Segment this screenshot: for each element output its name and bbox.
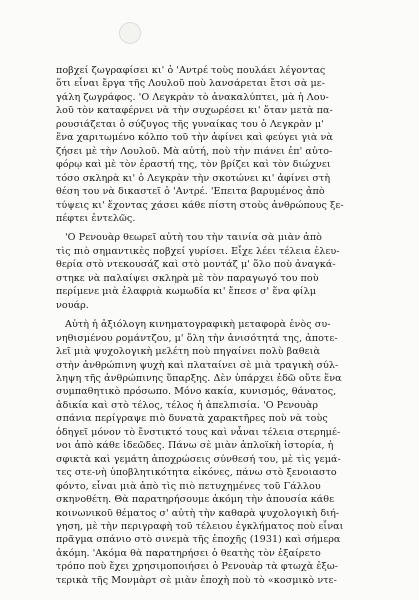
text-line: ληψη τῆς ἀνθρώπινης ὕπαρξης. Δὲν ὑπάρχει ἐδῶ οὔτε ἕνα — [56, 372, 342, 384]
paragraph-1 — [56, 64, 368, 225]
text-line: σφικτὰ καὶ γεμάτη ἀποχρώσεις σύνθεσή του, μὲ τὶς γεμά- — [56, 453, 341, 465]
text-line: ρουσιάζεται ὁ σύζυγος τῆς γυναίκας του ὁ Λεγκρὰν μ' — [56, 118, 324, 130]
paragraph-2 — [56, 231, 368, 312]
text-line: θερία στὸ ντεκουσάζ καὶ στὸ μοντάζ μ' ὅλο ποὺ ἀναγκά- — [56, 259, 336, 271]
text-line: τὶς πιὸ σημαντικὲς ποβχεί γυρίσει. Εἶχε λέει τέλεια ἐλευ- — [56, 245, 340, 257]
text-line: ὅτι εἶναι ἔργα τῆς Λουλοῦ ποὺ λανσάρεται ἔτσι σὰ με- — [56, 78, 326, 90]
text-line: κοινωνικοῦ θέματος σ' αὐτὴ τὴν καθαρὰ ψυχολογικὴ διή- — [56, 507, 340, 519]
text-line: θέση του νὰ δικαστεῖ ὁ 'Αντρέ. 'Επειτα βαρυμένος ἀπὸ — [56, 186, 325, 198]
text-line: ζήσει μὲ τὴν Λουλοῦ. Μὰ αὐτή, ποὺ τὴν πιάνει ἐπ' αὐτο- — [56, 145, 333, 157]
text-line: ἕνα χαριτωμένο κόλπο τοῦ τὴν ἀφίνει καὶ φεύγει γιὰ νὰ — [56, 132, 333, 144]
text-line: 'Ο Ρενουὰρ θεωρεῖ αὐτὴ του τὴν ταινία σὰ μιὰν ἀπὸ — [65, 232, 323, 244]
text-line: φόρῳ καὶ μὲ τὸν ἐραστή της, τὸν βρίζει καὶ τὸν διώχνει — [56, 159, 331, 171]
text-line: σκηνοθέτη. Θὰ παρατηρήσουμε ἀκόμη τὴν ἀπουσία κάθε — [56, 494, 335, 506]
text-line: τόσο σκληρὰ κι' ὁ Λεγκρὰν τὴν σκοτώνει κι' ἀφίνει στὴ — [56, 172, 331, 184]
text-line: λεῖ μιὰ ψυχολογικὴ μελέτη ποὺ πηγαίνει πολὺ βαθειὰ — [56, 346, 320, 358]
text-line: λοῦ τὸν καταφέρνει νὰ τὴν συχωρέσει κι' ὅταν μετὰ πα- — [56, 105, 333, 117]
text-line: στηκε νὰ παλαίψει σκληρὰ μὲ τὸν παραγωγό του ποὺ — [56, 272, 319, 284]
punch-hole-mark — [119, 22, 141, 44]
paragraph-3 — [56, 318, 368, 587]
text-line: γηση, μὲ τὴν περιγραφὴ τοῦ τέλειου ἐγκλήματος ποὺ εἶναι — [56, 520, 344, 532]
text-line: νηθισμένου ρομάντζου, μ' ὅλη τὴν ἀνισότητά της, ἀποτε- — [56, 332, 338, 344]
text-line: τρόπο ποὺ ἔχει χρησιμοποιήσει ὁ Ρενουὰρ τὰ φτωχὰ ἐξω- — [56, 561, 339, 573]
text-line: ἀκόμη. 'Ακόμα θὰ παρατηρήσει ὁ θεατὴς τὸν ἐξαίρετο — [56, 547, 321, 559]
text-line: γάλη ζωγράφος. 'Ο Λεγκρὰν τὸ ἀνακαλύπτει, μὰ ἡ Λου- — [56, 91, 329, 103]
text-line: πρᾶγμα σπάνιο στὸ σινεμὰ τῆς ἐποχῆς (1931) καὶ σήμερα — [56, 534, 341, 546]
text-line: νουάρ. — [56, 299, 89, 311]
text-line: τύψεις κι' ἔχοντας χάσει κάθε πίστη στοὺς ἀνθρώπους ξε- — [56, 199, 344, 211]
body-text — [56, 64, 368, 593]
text-line: νοι ἀπὸ κάθε ἰδεῶδες. Πάνω σὲ μιὰν ἁπλοϊκὴ ἱστορία, ἡ — [56, 440, 334, 452]
text-line: φόντο, εἶναι μιὰ ἀπὸ τὶς πιὸ πετυχημένες τοῦ Γάλλου — [56, 480, 321, 492]
text-line: ὁδηγεῖ μόνον τὸ ἔνστικτό τους καὶ νἆναι τέλεια στερημέ- — [56, 426, 341, 438]
text-line: ἀδικία καὶ στὸ τέλος, τέλος ἡ ἀπελπισία. 'Ο Ρενουὰρ — [56, 399, 319, 411]
text-line: περίμενε μιὰ ἐλαφριὰ κωμωδία κι' ἔπεσε σ' ἕνα φίλμ — [56, 286, 317, 298]
text-line: Αὐτὴ ἡ ἀξιόλογη κινηματογραφικὴ μεταφορὰ ἑνὸς συ- — [65, 319, 331, 331]
text-line: συμπαθητικὸ πρόσωπο. Μόνο κακία, κυνισμός, θάνατος, — [56, 386, 337, 398]
text-line: σπάνια περίγραψε πιὸ δυνατὰ χαρακτῆρες ποὺ νὰ τοὺς — [56, 413, 328, 425]
text-line: τερικὰ τῆς Μονμὰρτ σὲ μιὰν ἐποχὴ ποὺ τὸ «κοσμικὸ ντε- — [56, 574, 337, 586]
text-line: στὴν ἀνθρώπινη ψυχὴ καὶ πλαταίνει σὲ μιὰ τραγικὴ σύλ- — [56, 359, 339, 371]
text-line: ποβχεί ζωγραφίσει κι' ὁ 'Αντρέ τοὺς πουλάει λέγοντας — [56, 65, 326, 76]
text-line: τες στε-νὴ ὑποβλητικότητα εἰκόνες, πάνω στὸ ξενοιαστο — [56, 467, 337, 479]
text-line: πέφτει ἐντελῶς. — [56, 212, 136, 224]
